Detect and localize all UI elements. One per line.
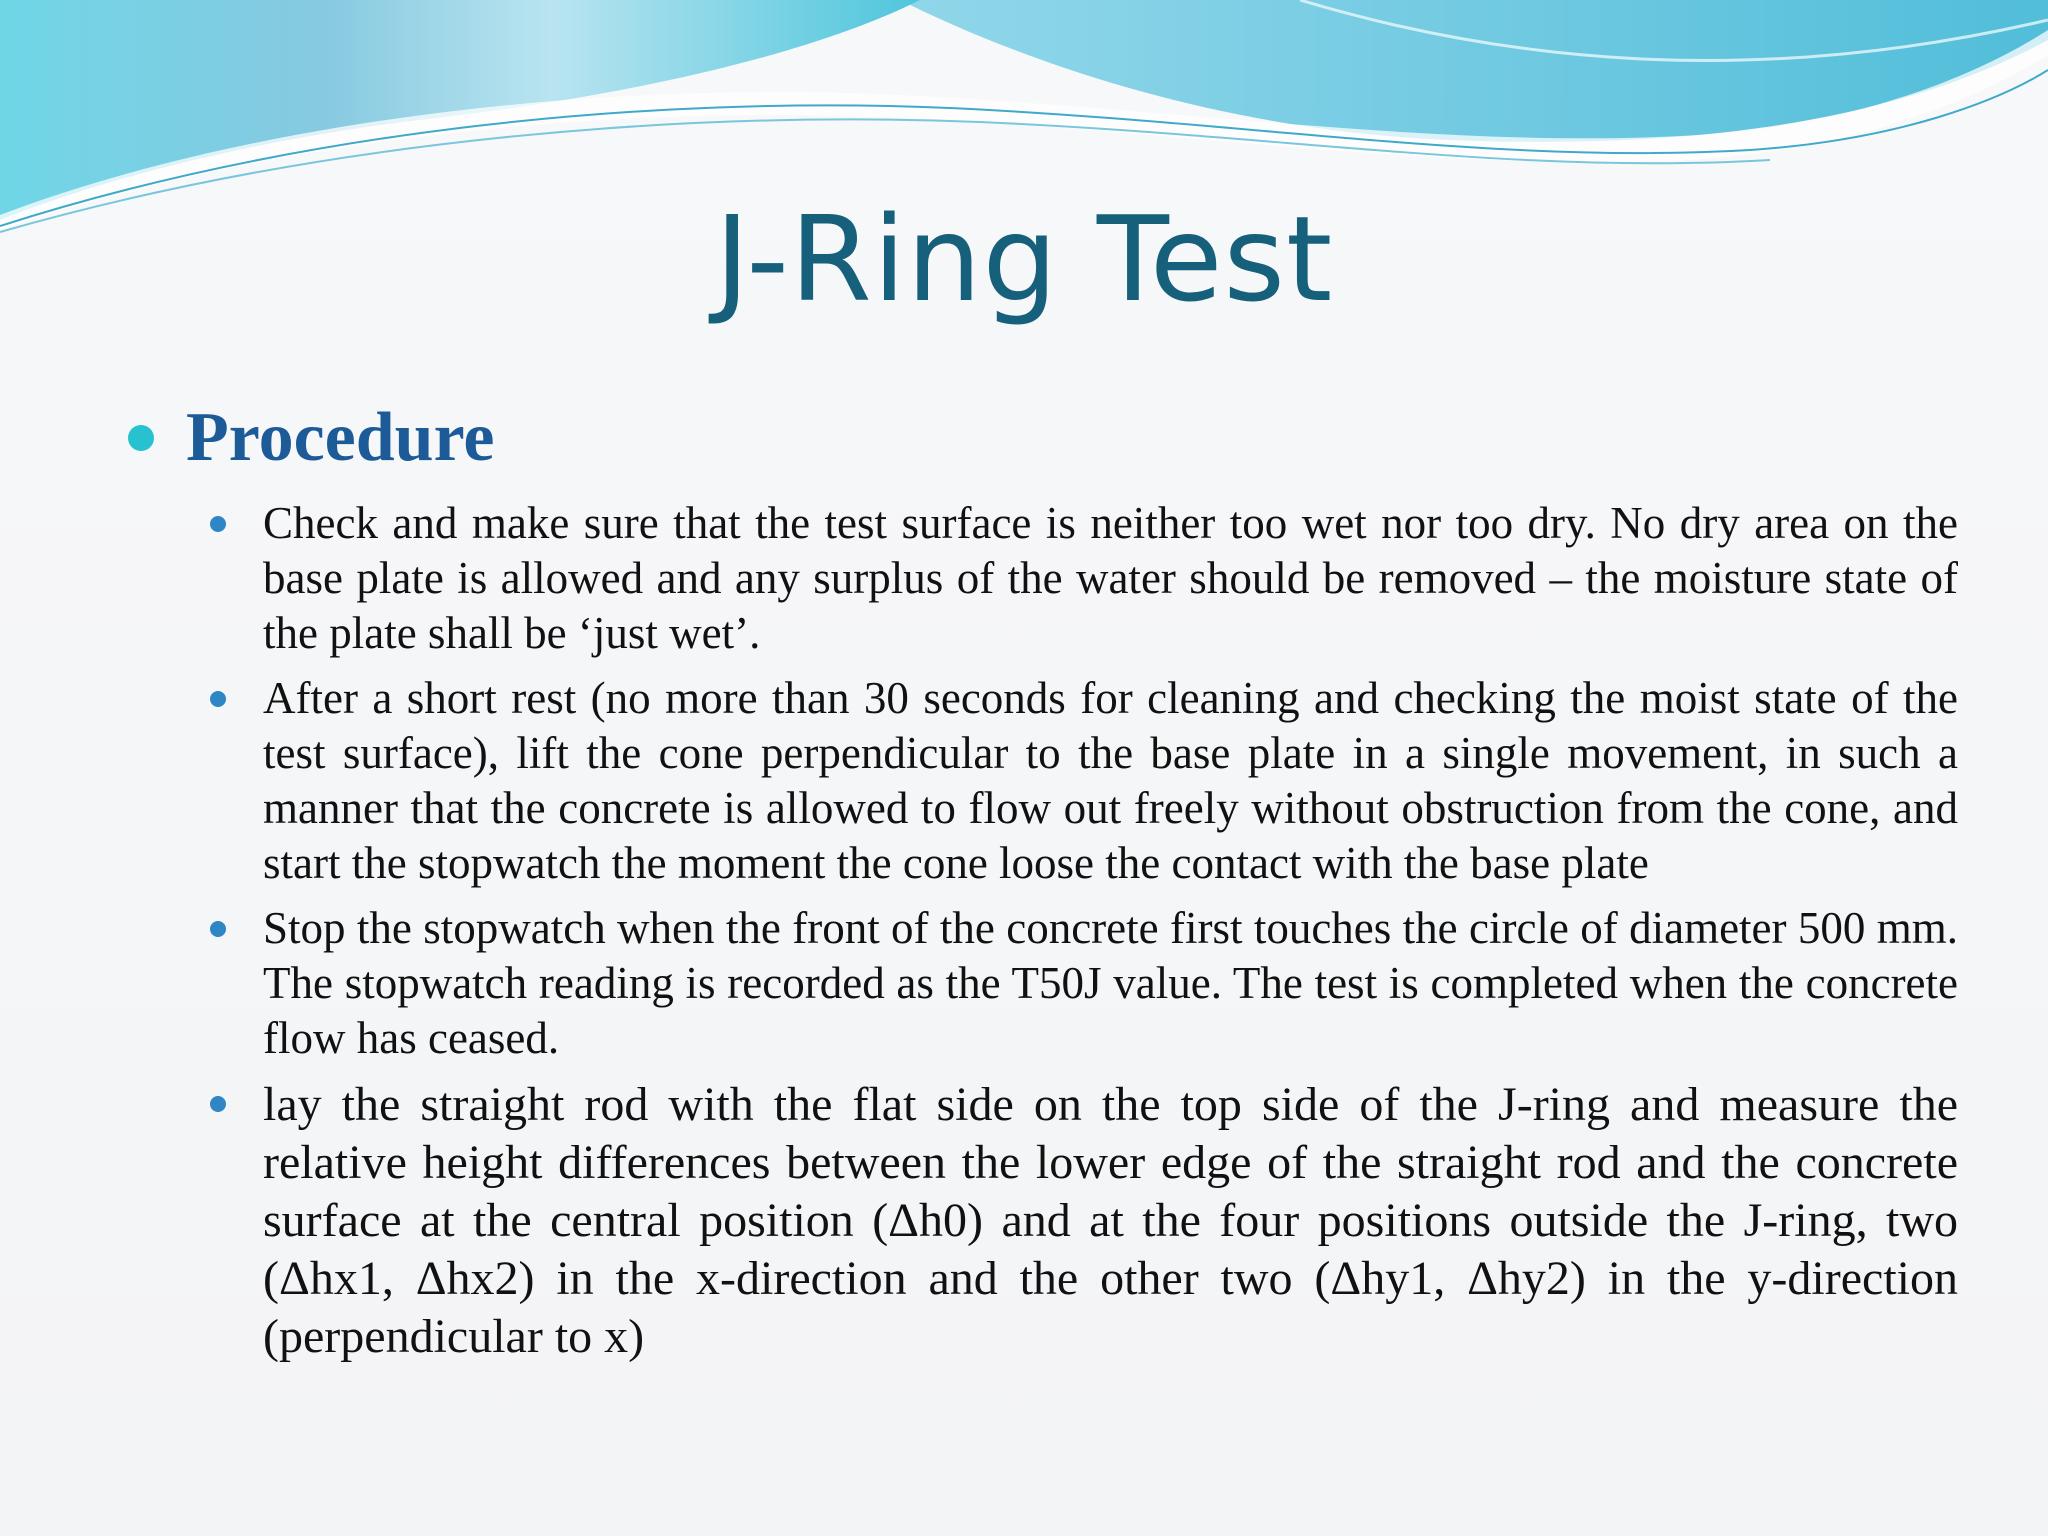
procedure-step-text: lay the straight rod with the flat side on the top side of the J-ring and measure the relative height differences between the lower edge of the straight rod and the concrete surface at the central position (Δh0) and at the four positions outside the J-ring, two (Δhx1, Δhx2) in the x-direction and the other two (Δhy1, Δhy2) in the y-direction (perpendicular to x) <box>263 1078 1958 1363</box>
procedure-step-text: Stop the stopwatch when the front of the concrete first touches the circle of diameter 500 mm. The stopwatch reading is recorded as the T50J value. The test is completed when the concrete flow has ceased. <box>263 903 1958 1063</box>
procedure-section <box>128 390 1958 1366</box>
procedure-step-text: Check and make sure that the test surface is neither too wet nor too dry. No dry area on the base plate is allowed and any surplus of the water should be removed – the moisture state of the plate shall be ‘just wet’. <box>263 498 1958 658</box>
procedure-steps-list <box>208 496 1958 1366</box>
slide-title: J-Ring Test <box>714 190 1334 328</box>
procedure-step <box>208 901 1958 1066</box>
level2-bullet-icon <box>210 921 226 937</box>
level2-bullet-icon <box>210 691 226 707</box>
procedure-heading: Procedure <box>186 399 495 476</box>
level2-bullet-icon <box>210 1096 226 1112</box>
level2-bullet-icon <box>210 516 226 532</box>
procedure-heading-row <box>128 390 1958 486</box>
procedure-step <box>208 1076 1958 1366</box>
procedure-step <box>208 496 1958 661</box>
level1-bullet-icon <box>128 425 154 451</box>
procedure-step-text: After a short rest (no more than 30 seconds for cleaning and checking the moist state of the test surface), lift the cone perpendicular to the base plate in a single movement, in such a manner that the concrete is allowed to flow out freely without obstruction from the cone, and start the stopwatch the moment the cone loose the contact with the base plate <box>263 673 1958 888</box>
procedure-step <box>208 671 1958 891</box>
